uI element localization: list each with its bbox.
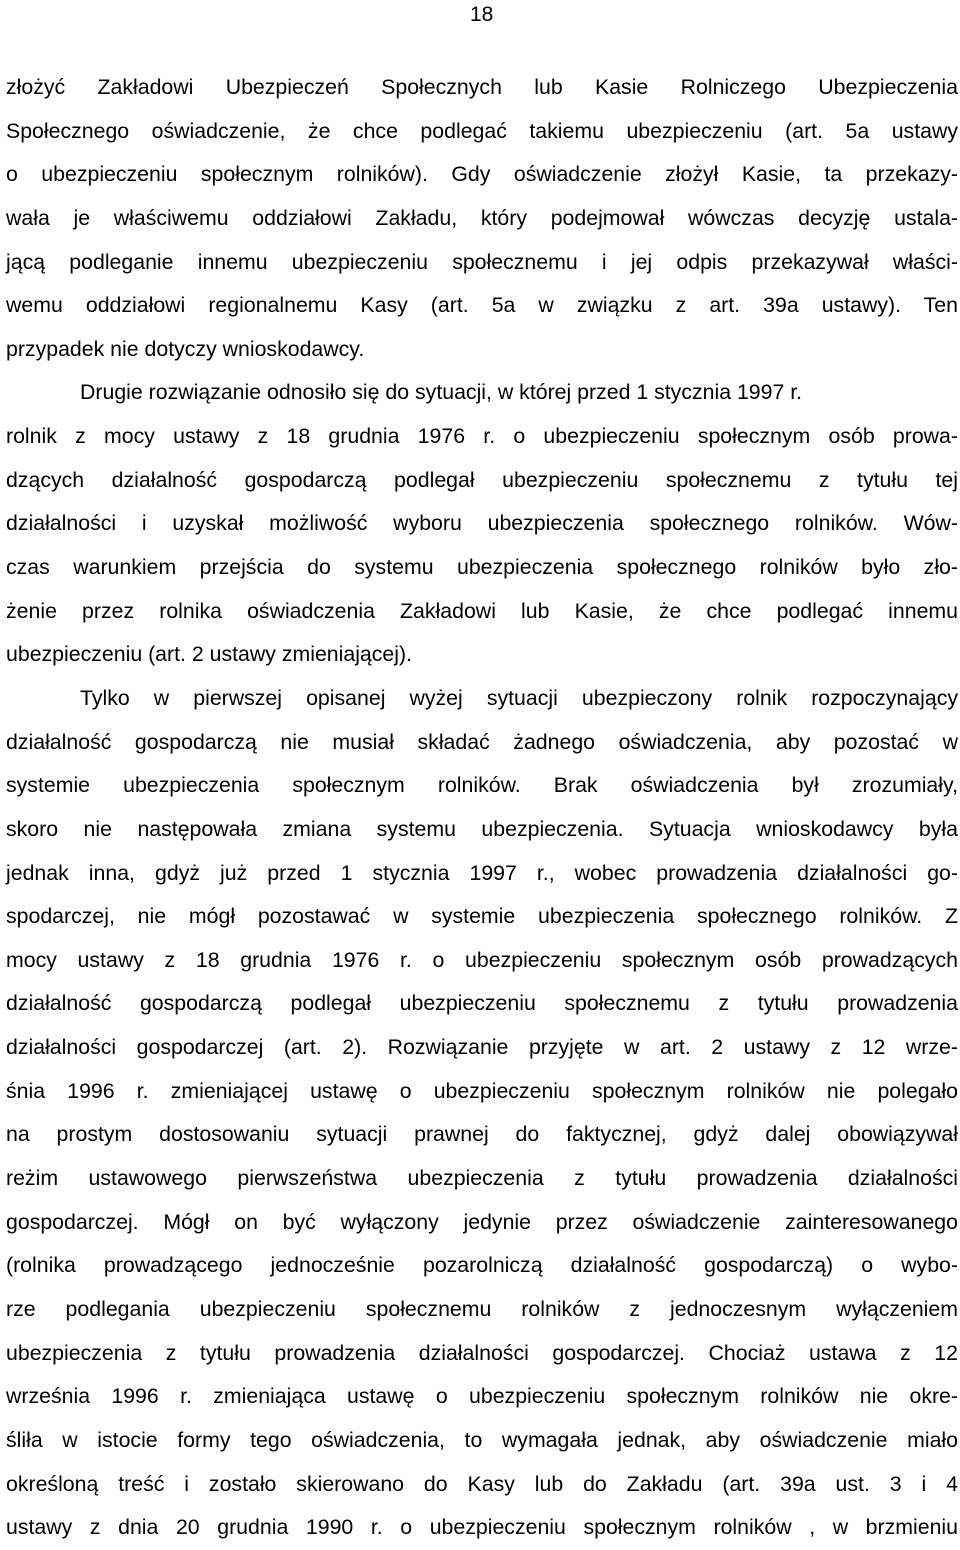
text-line: działalność gospodarczą podlegał ubezpieczeniu społecznemu z tytułu prowadzenia [6,991,958,1016]
text-line: ubezpieczenia z tytułu prowadzenia działalności gospodarczej. Chociaż ustawa z 12 [6,1340,958,1365]
text-line: spodarczej, nie mógł pozostawać w systemie ubezpieczenia społecznego rolników. Z [6,904,958,929]
text-line: ubezpieczeniu (art. 2 ustawy zmieniającej). [6,642,413,667]
text-line: rze podlegania ubezpieczeniu społecznemu rolników z jednoczesnym wyłączeniem [6,1296,958,1321]
text-line: września 1996 r. zmieniająca ustawę o ubezpieczeniu społecznym rolników nie okre- [6,1384,958,1409]
text-line: Tylko w pierwszej opisanej wyżej sytuacji ubezpieczony rolnik rozpoczynający [80,685,958,710]
text-line: działalność gospodarczą nie musiał składać żadnego oświadczenia, aby pozostać w [6,729,958,754]
text-line: śnia 1996 r. zmieniającej ustawę o ubezpieczeniu społecznym rolników nie polegało [6,1078,958,1103]
text-line: skoro nie następowała zmiana systemu ubezpieczenia. Sytuacja wnioskodawcy była [6,816,958,841]
text-line: na prostym dostosowaniu sytuacji prawnej do faktycznej, gdyż dalej obowiązywał [6,1122,958,1147]
body-text [6,66,958,1550]
text-line: Drugie rozwiązanie odnosiło się do sytuacji, w której przed 1 stycznia 1997 r. [80,380,803,405]
paragraph-2 [6,371,958,676]
text-line: określoną treść i zostało skierowano do Kasy lub do Zakładu (art. 39a ust. 3 i 4 [6,1471,958,1496]
text-line: systemie ubezpieczenia społecznym rolników. Brak oświadczenia był zrozumiały, [6,773,958,798]
text-line: rolnik z mocy ustawy z 18 grudnia 1976 r. o ubezpieczeniu społecznym osób prowa- [6,424,958,449]
text-line: żenie przez rolnika oświadczenia Zakładowi lub Kasie, że chce podlegać innemu [6,598,958,623]
text-line: ustawy z dnia 20 grudnia 1990 r. o ubezpieczeniu społecznym rolników , w brzmieniu [6,1515,958,1540]
paragraph-3 [6,677,958,1550]
text-line: o ubezpieczeniu społecznym rolników). Gdy oświadczenie złożył Kasie, ta przekazy- [6,162,958,187]
text-line: złożyć Zakładowi Ubezpieczeń Społecznych lub Kasie Rolniczego Ubezpieczenia [6,75,958,99]
text-line: dzących działalność gospodarczą podlegał ubezpieczeniu społecznemu z tytułu tej [6,467,958,492]
text-line: przypadek nie dotyczy wnioskodawcy. [6,336,365,361]
text-line: gospodarczej. Mógł on być wyłączony jedynie przez oświadczenie zainteresowanego [6,1209,958,1234]
text-line: jednak inna, gdyż już przed 1 stycznia 1997 r., wobec prowadzenia działalności go- [6,860,958,885]
text-line: działalności i uzyskał możliwość wyboru ubezpieczenia społecznego rolników. Wów- [6,511,958,536]
page-number: 18 [470,3,494,26]
text-line: jącą podleganie innemu ubezpieczeniu społecznemu i jej odpis przekazywał właści- [6,249,958,274]
text-line: działalności gospodarczej (art. 2). Rozwiązanie przyjęte w art. 2 ustawy z 12 wrze- [6,1035,958,1060]
text-line: wała je właściwemu oddziałowi Zakładu, który podejmował wówczas decyzję ustala- [6,205,958,230]
text-line: czas warunkiem przejścia do systemu ubezpieczenia społecznego rolników było zło- [6,555,958,580]
text-line: mocy ustawy z 18 grudnia 1976 r. o ubezpieczeniu społecznym osób prowadzących [6,947,958,972]
text-line: wemu oddziałowi regionalnemu Kasy (art. 5a w związku z art. 39a ustawy). Ten [6,293,958,318]
paragraph-1 [6,66,958,371]
text-line: śliła w istocie formy tego oświadczenia, to wymagała jednak, aby oświadczenie miało [6,1427,958,1452]
text-line: reżim ustawowego pierwszeństwa ubezpieczenia z tytułu prowadzenia działalności [6,1166,958,1191]
text-line: (rolnika prowadzącego jednocześnie pozarolniczą działalność gospodarczą) o wybo- [6,1253,958,1278]
text-line: Społecznego oświadczenie, że chce podlegać takiemu ubezpieczeniu (art. 5a ustawy [6,118,958,143]
